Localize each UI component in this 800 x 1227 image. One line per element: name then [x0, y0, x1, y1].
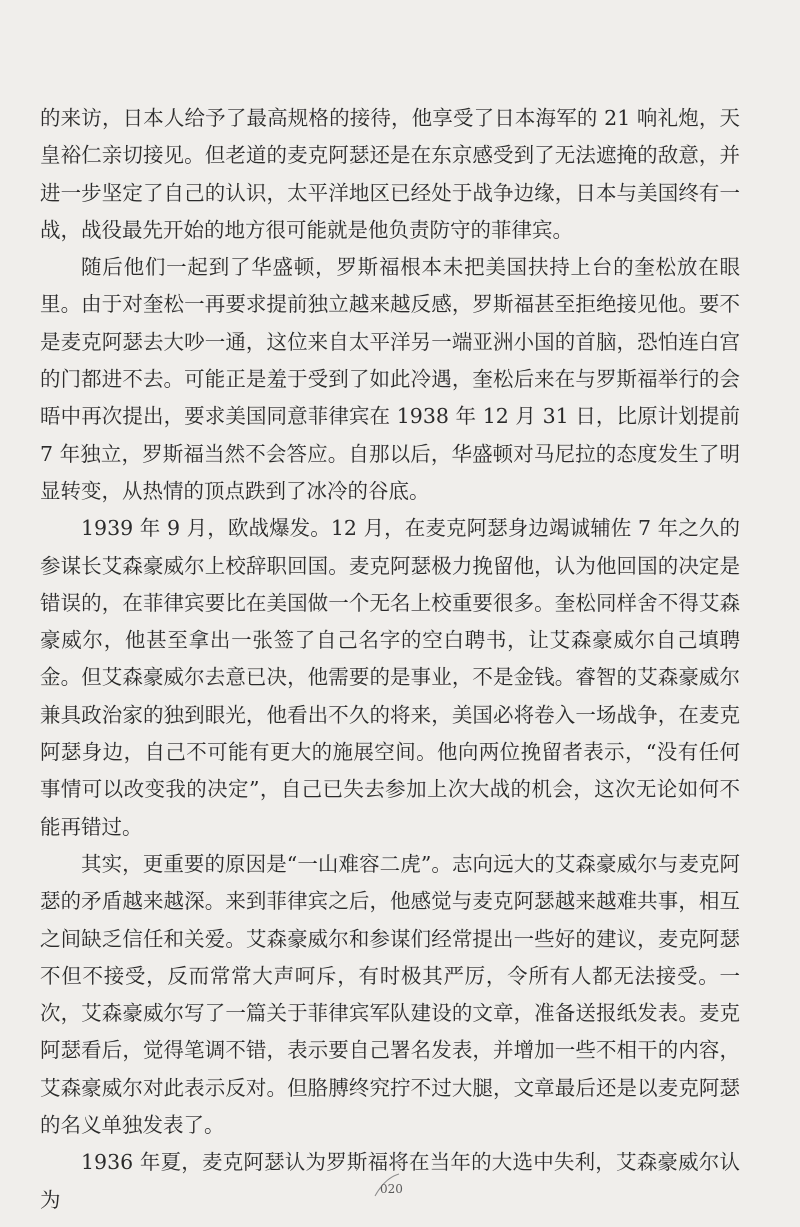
paragraph-4: 其实，更重要的原因是“一山难容二虎”。志向远大的艾森豪威尔与麦克阿瑟的矛盾越来越深。来到菲律宾之后，他感觉与麦克阿瑟越来越难共事，相互之间缺乏信任和关爱。艾森豪威尔和参谋们经常提出一些好的建议，麦克阿瑟不但不接受，反而常常大声呵斥，有时极其严厉，令所有人都无法接受。一次，艾森豪威尔写了一篇关于菲律宾军队建设的文章，准备送报纸发表。麦克阿瑟看后，觉得笔调不错，表示要自己署名发表，并增加一些不相干的内容，艾森豪威尔对此表示反对。但胳膊终究拧不过大腿，文章最后还是以麦克阿瑟的名义单独发表了。: [40, 851, 740, 1138]
paragraph-5: 1936 年夏，麦克阿瑟认为罗斯福将在当年的大选中失利，艾森豪威尔认为: [40, 1150, 740, 1212]
body-text: [40, 100, 740, 1219]
paragraph-3: 1939 年 9 月，欧战爆发。12 月，在麦克阿瑟身边竭诚辅佐 7 年之久的参谋长艾森豪威尔上校辞职回国。麦克阿瑟极力挽留他，认为他回国的决定是错误的，在菲律宾要比在美国做一个无名上校重要很多。奎松同样舍不得艾森豪威尔，他甚至拿出一张签了自己名字的空白聘书，让艾森豪威尔自己填聘金。但艾森豪威尔去意已决，他需要的是事业，不是金钱。睿智的艾森豪威尔兼具政治家的独到眼光，他看出不久的将来，美国必将卷入一场战争，在麦克阿瑟身边，自己不可能有更大的施展空间。他向两位挽留者表示，“没有任何事情可以改变我的决定”，自己已失去参加上次大战的机会，这次无论如何不能再错过。: [40, 516, 740, 839]
paragraph-1: 的来访，日本人给予了最高规格的接待，他享受了日本海军的 21 响礼炮，天皇裕仁亲切接见。但老道的麦克阿瑟还是在东京感受到了无法遮掩的敌意，并进一步坚定了自己的认识，太平洋地区已经处于战争边缘，日本与美国终有一战，战役最先开始的地方很可能就是他负责防守的菲律宾。: [40, 106, 740, 242]
paragraph-2: 随后他们一起到了华盛顿，罗斯福根本未把美国扶持上台的奎松放在眼里。由于对奎松一再要求提前独立越来越反感，罗斯福甚至拒绝接见他。要不是麦克阿瑟去大吵一通，这位来自太平洋另一端亚洲小国的首脑，恐怕连白宫的门都进不去。可能正是羞于受到了如此冷遇，奎松后来在与罗斯福举行的会晤中再次提出，要求美国同意菲律宾在 1938 年 12 月 31 日，比原计划提前 7 年独立，罗斯福当然不会答应。自那以后，华盛顿对马尼拉的态度发生了明显转变，从热情的顶点跌到了冰冷的谷底。: [40, 255, 740, 503]
page-number: 020: [380, 1182, 403, 1196]
